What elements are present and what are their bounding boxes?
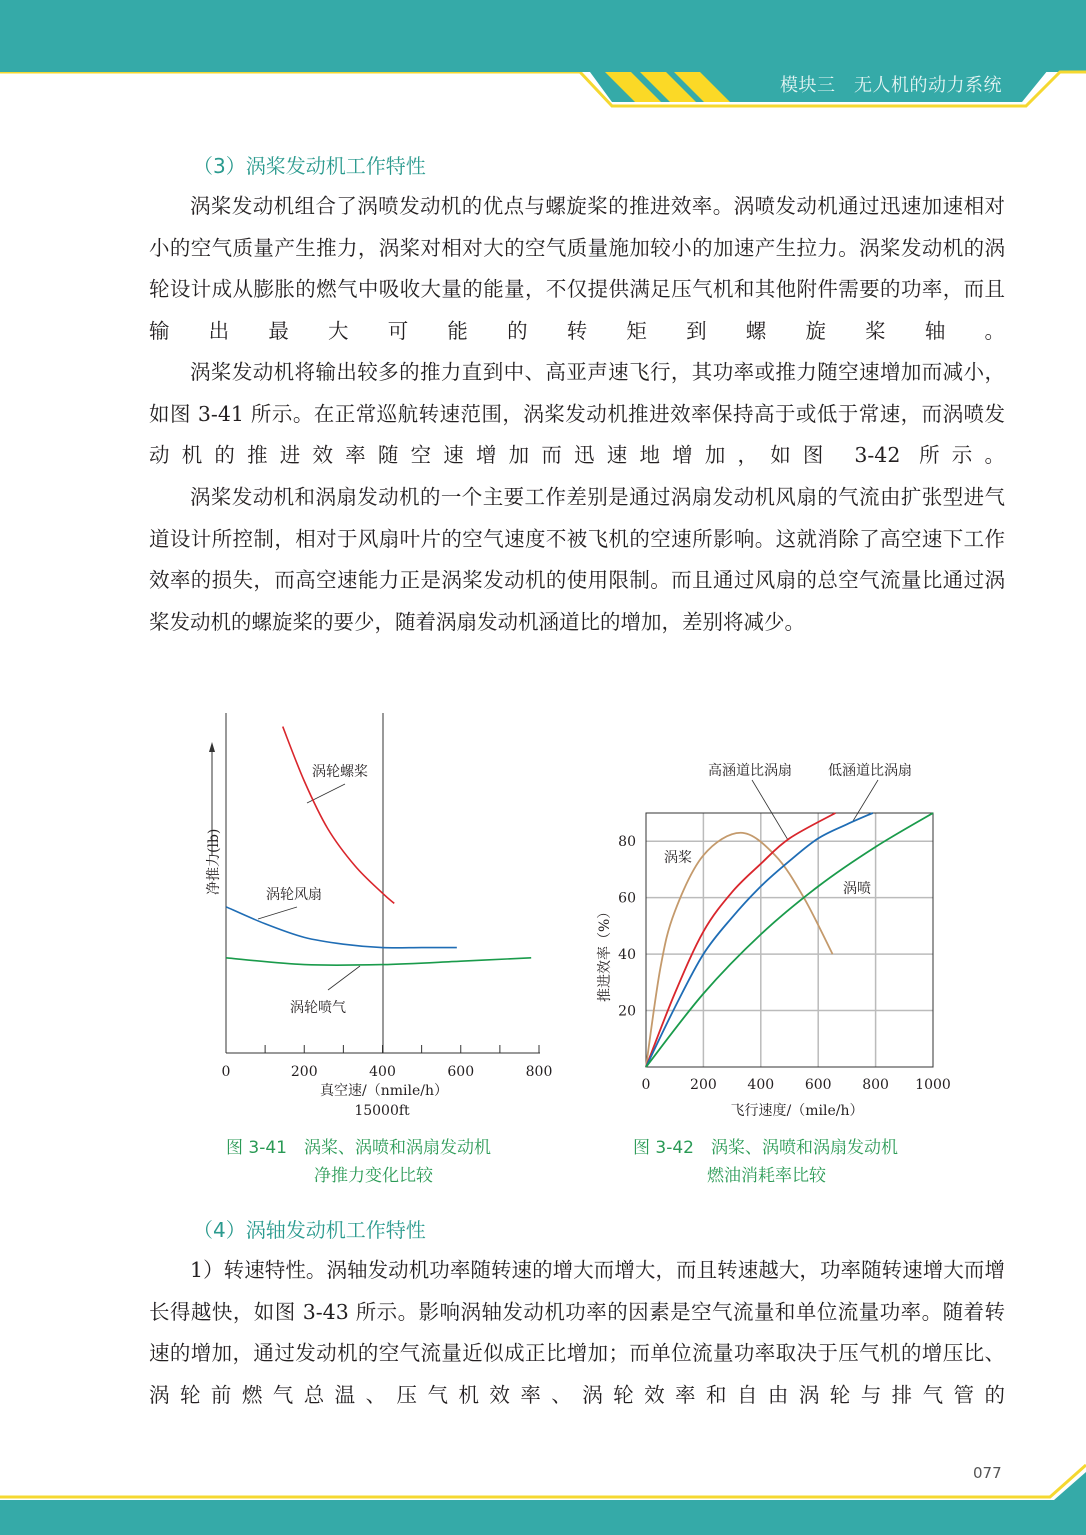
x-tick-label: 200 (290, 1064, 318, 1080)
paragraph: 1）转速特性。涡轴发动机功率随转速的增大而增大，而且转速越大，功率随转速增大而增长得越快，如图 3-43 所示。影响涡轴发动机功率的因素是空气流量和单位流量功率。随着转速的增加，通过发动机的空气流量近似成正比增加；而单位流量功率取决于压气机的增压比、涡轮前燃气总温、压气机效率、涡轮效率和自由涡轮与排气管的 (149, 1258, 1005, 1407)
x-tick-label: 0 (221, 1064, 231, 1080)
label-turboprop: 涡桨 (664, 850, 692, 866)
series-line (646, 833, 833, 1067)
label-low-bypass: 低涵道比涡扇 (828, 763, 912, 779)
label-turbojet: 涡喷 (843, 881, 871, 897)
paragraph: 涡桨发动机将输出较多的推力直到中、高亚声速飞行，其功率或推力随空速增加而减小，如图 3-41 所示。在正常巡航转速范围，涡桨发动机推进效率保持高于或低于常速，而涡喷发动机的推进效率随空速增加而迅速地增加，如图 3-42 所示。 (149, 360, 1005, 468)
y-tick-label: 20 (618, 1003, 636, 1020)
figures (0, 700, 1086, 1130)
label-turbofan: 涡轮风扇 (266, 887, 322, 903)
section-heading: （3）涡桨发动机工作特性 (193, 154, 426, 178)
x-tick-label: 400 (369, 1064, 396, 1080)
x-label-2: 15000ft (354, 1103, 410, 1119)
y-label: 净推力(lb) (206, 828, 222, 895)
running-header: 模块三 无人机的动力系统 (780, 75, 1002, 96)
x-tick-label: 600 (447, 1064, 475, 1080)
header-decoration (0, 0, 1086, 120)
x-tick-label: 800 (525, 1064, 553, 1080)
chart-propulsive-efficiency (596, 762, 951, 1119)
y-label: 推进效率（%） (597, 904, 613, 1002)
page-number: 077 (973, 1464, 1002, 1482)
y-tick-label: 60 (618, 890, 636, 907)
chart-net-thrust (205, 713, 552, 1119)
series-line (283, 727, 395, 904)
series-line (226, 907, 457, 948)
series-line (226, 958, 531, 965)
footer-decoration (0, 1460, 1086, 1535)
paragraph: 涡桨发动机和涡扇发动机的一个主要工作差别是通过涡扇发动机风扇的气流由扩张型进气道设计所控制，相对于风扇叶片的空气速度不被飞机的空速所影响。这就消除了高空速下工作效率的损失，而高空速能力正是涡桨发动机的使用限制。而且通过风扇的总空气流量比通过涡桨发动机的螺旋桨的要少，随着涡扇发动机涵道比的增加，差别将减少。 (149, 485, 1005, 634)
y-tick-label: 80 (618, 834, 636, 851)
x-tick-label: 600 (804, 1077, 832, 1093)
x-tick-label: 0 (641, 1077, 651, 1093)
x-label: 真空速/（nmile/h） (320, 1083, 448, 1099)
x-tick-label: 800 (862, 1077, 889, 1093)
label-turboprop: 涡轮螺桨 (312, 764, 368, 780)
paragraph: 涡桨发动机组合了涡喷发动机的优点与螺旋桨的推进效率。涡喷发动机通过迅速加速相对小的空气质量产生推力，涡桨对相对大的空气质量施加较小的加速产生拉力。涡桨发动机的涡轮设计成从膨胀的燃气中吸收大量的能量，不仅提供满足压气机和其他附件需要的功率，而且输出最大可能的转矩到螺旋桨轴。 (149, 194, 1005, 343)
figure-caption-3-41: 图 3-41 涡桨、涡喷和涡扇发动机 净推力变化比较 (226, 1138, 491, 1186)
section-heading: （4）涡轴发动机工作特性 (193, 1218, 426, 1242)
y-tick-label: 40 (618, 947, 636, 964)
label-turbojet: 涡轮喷气 (290, 1000, 346, 1016)
x-tick-label: 400 (747, 1077, 775, 1093)
label-high-bypass: 高涵道比涡扇 (708, 763, 792, 779)
x-label: 飞行速度/（mile/h） (730, 1103, 864, 1119)
x-tick-label: 1000 (915, 1077, 951, 1093)
x-tick-label: 200 (690, 1077, 717, 1093)
figure-caption-3-42: 图 3-42 涡桨、涡喷和涡扇发动机 燃油消耗率比较 (633, 1138, 898, 1186)
